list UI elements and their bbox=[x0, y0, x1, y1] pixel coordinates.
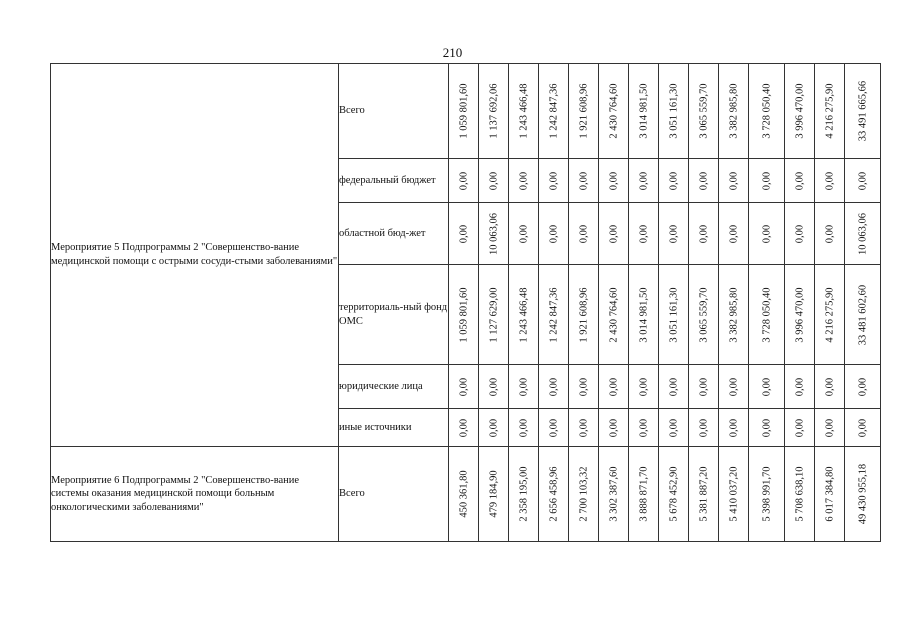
value-text: 3 996 470,00 bbox=[794, 83, 805, 139]
value-cell bbox=[785, 159, 815, 203]
value-text: 0,00 bbox=[488, 377, 499, 396]
value-cell bbox=[815, 409, 845, 447]
value-text: 2 700 103,32 bbox=[578, 466, 589, 522]
value-text: 1 059 801,60 bbox=[458, 286, 469, 343]
value-cell bbox=[845, 159, 881, 203]
value-cell bbox=[719, 365, 749, 409]
value-text: 5 381 887,20 bbox=[698, 466, 709, 522]
value-cell bbox=[569, 265, 599, 365]
value-text: 0,00 bbox=[857, 418, 868, 437]
value-cell bbox=[479, 265, 509, 365]
value-text: 0,00 bbox=[578, 418, 589, 437]
value-cell bbox=[785, 409, 815, 447]
value-text: 0,00 bbox=[824, 418, 835, 437]
funding-source: территориаль-ный фонд ОМС bbox=[339, 265, 449, 365]
value-cell bbox=[599, 409, 629, 447]
value-text: 1 127 629,00 bbox=[488, 286, 499, 343]
value-cell bbox=[815, 265, 845, 365]
value-text: 5 410 037,20 bbox=[728, 466, 739, 522]
value-cell bbox=[569, 409, 599, 447]
value-text: 1 242 847,36 bbox=[548, 83, 559, 139]
value-text: 2 430 764,60 bbox=[608, 83, 619, 139]
value-text: 2 430 764,60 bbox=[608, 286, 619, 343]
value-cell bbox=[719, 265, 749, 365]
value-cell bbox=[785, 64, 815, 159]
value-cell bbox=[509, 447, 539, 542]
value-cell bbox=[539, 159, 569, 203]
value-text: 0,00 bbox=[518, 224, 529, 243]
value-text: 3 302 387,60 bbox=[608, 466, 619, 522]
value-cell bbox=[449, 447, 479, 542]
value-text: 0,00 bbox=[608, 171, 619, 190]
value-text: 0,00 bbox=[638, 224, 649, 243]
value-text: 0,00 bbox=[668, 171, 679, 190]
value-text: 1 243 466,48 bbox=[518, 286, 529, 343]
value-cell bbox=[479, 203, 509, 265]
value-cell bbox=[719, 447, 749, 542]
value-cell bbox=[689, 159, 719, 203]
value-text: 0,00 bbox=[638, 377, 649, 396]
funding-source: областной бюд-жет bbox=[339, 203, 449, 265]
value-cell bbox=[629, 265, 659, 365]
value-cell bbox=[599, 203, 629, 265]
value-text: 0,00 bbox=[458, 171, 469, 190]
value-cell bbox=[599, 365, 629, 409]
value-cell bbox=[599, 447, 629, 542]
value-cell bbox=[815, 159, 845, 203]
value-text: 0,00 bbox=[761, 171, 772, 190]
value-cell bbox=[719, 203, 749, 265]
value-text: 0,00 bbox=[824, 171, 835, 190]
value-text: 3 728 050,40 bbox=[761, 286, 772, 343]
value-text: 0,00 bbox=[488, 171, 499, 190]
value-cell bbox=[659, 265, 689, 365]
value-cell bbox=[845, 365, 881, 409]
value-text: 33 491 665,66 bbox=[857, 80, 868, 142]
value-text: 1 242 847,36 bbox=[548, 286, 559, 343]
funding-source: юридические лица bbox=[339, 365, 449, 409]
value-text: 3 888 871,70 bbox=[638, 466, 649, 522]
value-cell bbox=[785, 447, 815, 542]
value-text: 0,00 bbox=[698, 377, 709, 396]
value-cell bbox=[749, 447, 785, 542]
value-text: 0,00 bbox=[728, 418, 739, 437]
value-text: 0,00 bbox=[824, 377, 835, 396]
funding-source: федеральный бюджет bbox=[339, 159, 449, 203]
budget-table-body bbox=[51, 64, 881, 542]
value-cell bbox=[509, 409, 539, 447]
value-text: 1 921 608,96 bbox=[578, 286, 589, 343]
value-text: 0,00 bbox=[794, 377, 805, 396]
value-text: 4 216 275,90 bbox=[824, 83, 835, 139]
value-text: 5 678 452,90 bbox=[668, 466, 679, 522]
value-text: 0,00 bbox=[578, 377, 589, 396]
value-text: 0,00 bbox=[857, 171, 868, 190]
value-text: 0,00 bbox=[518, 418, 529, 437]
value-text: 0,00 bbox=[518, 377, 529, 396]
measure-title: Мероприятие 6 Подпрограммы 2 "Совершенство-вание системы оказания медицинской помощи больным онкологическими заболеваниями" bbox=[51, 447, 339, 542]
value-text: 0,00 bbox=[824, 224, 835, 243]
value-text: 1 921 608,96 bbox=[578, 83, 589, 139]
funding-source: Всего bbox=[339, 447, 449, 542]
value-text: 0,00 bbox=[638, 171, 649, 190]
value-cell bbox=[815, 365, 845, 409]
value-cell bbox=[449, 64, 479, 159]
value-text: 3 382 985,80 bbox=[728, 286, 739, 343]
value-text: 0,00 bbox=[761, 224, 772, 243]
value-cell bbox=[569, 64, 599, 159]
value-text: 4 216 275,90 bbox=[824, 286, 835, 343]
page-number: 210 bbox=[442, 45, 463, 60]
value-text: 0,00 bbox=[548, 171, 559, 190]
value-text: 33 481 602,60 bbox=[857, 284, 868, 345]
value-cell bbox=[479, 64, 509, 159]
value-text: 1 059 801,60 bbox=[458, 83, 469, 139]
value-text: 0,00 bbox=[698, 418, 709, 437]
value-cell bbox=[479, 159, 509, 203]
value-cell bbox=[749, 159, 785, 203]
value-text: 0,00 bbox=[857, 377, 868, 396]
value-cell bbox=[659, 365, 689, 409]
value-cell bbox=[659, 409, 689, 447]
value-text: 0,00 bbox=[794, 224, 805, 243]
value-cell bbox=[719, 159, 749, 203]
value-cell bbox=[629, 447, 659, 542]
value-text: 0,00 bbox=[761, 377, 772, 396]
value-cell bbox=[539, 203, 569, 265]
value-text: 0,00 bbox=[794, 418, 805, 437]
value-cell bbox=[449, 365, 479, 409]
table-row bbox=[51, 64, 881, 159]
value-text: 3 051 161,30 bbox=[668, 286, 679, 343]
value-cell bbox=[815, 447, 845, 542]
value-cell bbox=[479, 447, 509, 542]
value-text: 3 051 161,30 bbox=[668, 83, 679, 139]
value-cell bbox=[629, 203, 659, 265]
value-cell bbox=[689, 203, 719, 265]
value-text: 0,00 bbox=[728, 377, 739, 396]
value-text: 10 063,06 bbox=[857, 212, 868, 255]
value-text: 0,00 bbox=[488, 418, 499, 437]
value-text: 49 430 955,18 bbox=[857, 463, 868, 525]
value-text: 0,00 bbox=[668, 224, 679, 243]
value-cell bbox=[845, 447, 881, 542]
value-text: 3 065 559,70 bbox=[698, 83, 709, 139]
value-cell bbox=[629, 409, 659, 447]
budget-table bbox=[50, 63, 881, 542]
value-cell bbox=[749, 64, 785, 159]
value-text: 0,00 bbox=[458, 418, 469, 437]
value-cell bbox=[815, 64, 845, 159]
value-cell bbox=[569, 365, 599, 409]
value-cell bbox=[785, 365, 815, 409]
value-text: 3 014 981,50 bbox=[638, 83, 649, 139]
value-text: 5 708 638,10 bbox=[794, 466, 805, 522]
value-cell bbox=[659, 64, 689, 159]
value-text: 0,00 bbox=[668, 418, 679, 437]
value-text: 1 243 466,48 bbox=[518, 83, 529, 139]
value-text: 0,00 bbox=[794, 171, 805, 190]
table-row bbox=[51, 447, 881, 542]
value-text: 3 065 559,70 bbox=[698, 286, 709, 343]
funding-source: Всего bbox=[339, 64, 449, 159]
value-cell bbox=[749, 365, 785, 409]
value-cell bbox=[815, 203, 845, 265]
value-text: 3 728 050,40 bbox=[761, 83, 772, 139]
value-text: 479 184,90 bbox=[488, 470, 499, 518]
funding-source: иные источники bbox=[339, 409, 449, 447]
value-cell bbox=[449, 409, 479, 447]
value-cell bbox=[689, 64, 719, 159]
value-cell bbox=[539, 64, 569, 159]
value-cell bbox=[539, 409, 569, 447]
value-cell bbox=[509, 365, 539, 409]
value-cell bbox=[629, 159, 659, 203]
value-cell bbox=[599, 64, 629, 159]
value-cell bbox=[845, 409, 881, 447]
value-text: 0,00 bbox=[578, 171, 589, 190]
value-cell bbox=[845, 64, 881, 159]
value-cell bbox=[509, 64, 539, 159]
value-text: 0,00 bbox=[608, 224, 619, 243]
value-text: 0,00 bbox=[638, 418, 649, 437]
value-text: 450 361,80 bbox=[458, 470, 469, 518]
value-cell bbox=[449, 159, 479, 203]
value-text: 0,00 bbox=[668, 377, 679, 396]
value-cell bbox=[509, 265, 539, 365]
value-text: 10 063,06 bbox=[488, 212, 499, 255]
value-cell bbox=[509, 203, 539, 265]
value-text: 2 358 195,00 bbox=[518, 466, 529, 522]
value-text: 0,00 bbox=[608, 377, 619, 396]
value-cell bbox=[539, 365, 569, 409]
value-cell bbox=[569, 447, 599, 542]
value-text: 0,00 bbox=[548, 418, 559, 437]
value-text: 0,00 bbox=[761, 418, 772, 437]
value-cell bbox=[689, 365, 719, 409]
value-text: 2 656 458,96 bbox=[548, 466, 559, 522]
value-text: 0,00 bbox=[458, 224, 469, 243]
value-cell bbox=[689, 409, 719, 447]
value-cell bbox=[449, 265, 479, 365]
value-cell bbox=[629, 365, 659, 409]
value-text: 3 014 981,50 bbox=[638, 286, 649, 343]
value-cell bbox=[845, 265, 881, 365]
value-cell bbox=[599, 159, 629, 203]
value-text: 1 137 692,06 bbox=[488, 83, 499, 139]
value-text: 5 398 991,70 bbox=[761, 466, 772, 522]
value-cell bbox=[719, 64, 749, 159]
value-cell bbox=[509, 159, 539, 203]
value-cell bbox=[479, 409, 509, 447]
value-cell bbox=[785, 203, 815, 265]
value-cell bbox=[689, 447, 719, 542]
value-cell bbox=[785, 265, 815, 365]
value-cell bbox=[749, 265, 785, 365]
measure-title: Мероприятие 5 Подпрограммы 2 "Совершенство-вание медицинской помощи с острыми сосуди-стыми заболеваниями" bbox=[51, 64, 339, 447]
value-text: 0,00 bbox=[518, 171, 529, 190]
value-text: 3 382 985,80 bbox=[728, 83, 739, 139]
value-cell bbox=[689, 265, 719, 365]
value-cell bbox=[539, 447, 569, 542]
value-text: 0,00 bbox=[578, 224, 589, 243]
value-text: 0,00 bbox=[548, 224, 559, 243]
value-cell bbox=[539, 265, 569, 365]
value-text: 0,00 bbox=[608, 418, 619, 437]
value-text: 6 017 384,80 bbox=[824, 466, 835, 522]
value-cell bbox=[479, 365, 509, 409]
value-text: 0,00 bbox=[458, 377, 469, 396]
value-cell bbox=[719, 409, 749, 447]
value-text: 0,00 bbox=[698, 224, 709, 243]
value-cell bbox=[569, 159, 599, 203]
value-cell bbox=[749, 409, 785, 447]
value-text: 0,00 bbox=[728, 171, 739, 190]
value-cell bbox=[599, 265, 629, 365]
value-text: 3 996 470,00 bbox=[794, 286, 805, 343]
value-cell bbox=[629, 64, 659, 159]
value-text: 0,00 bbox=[728, 224, 739, 243]
value-cell bbox=[845, 203, 881, 265]
value-cell bbox=[659, 203, 689, 265]
value-text: 0,00 bbox=[548, 377, 559, 396]
value-text: 0,00 bbox=[698, 171, 709, 190]
value-cell bbox=[749, 203, 785, 265]
value-cell bbox=[659, 159, 689, 203]
value-cell bbox=[449, 203, 479, 265]
value-cell bbox=[569, 203, 599, 265]
value-cell bbox=[659, 447, 689, 542]
